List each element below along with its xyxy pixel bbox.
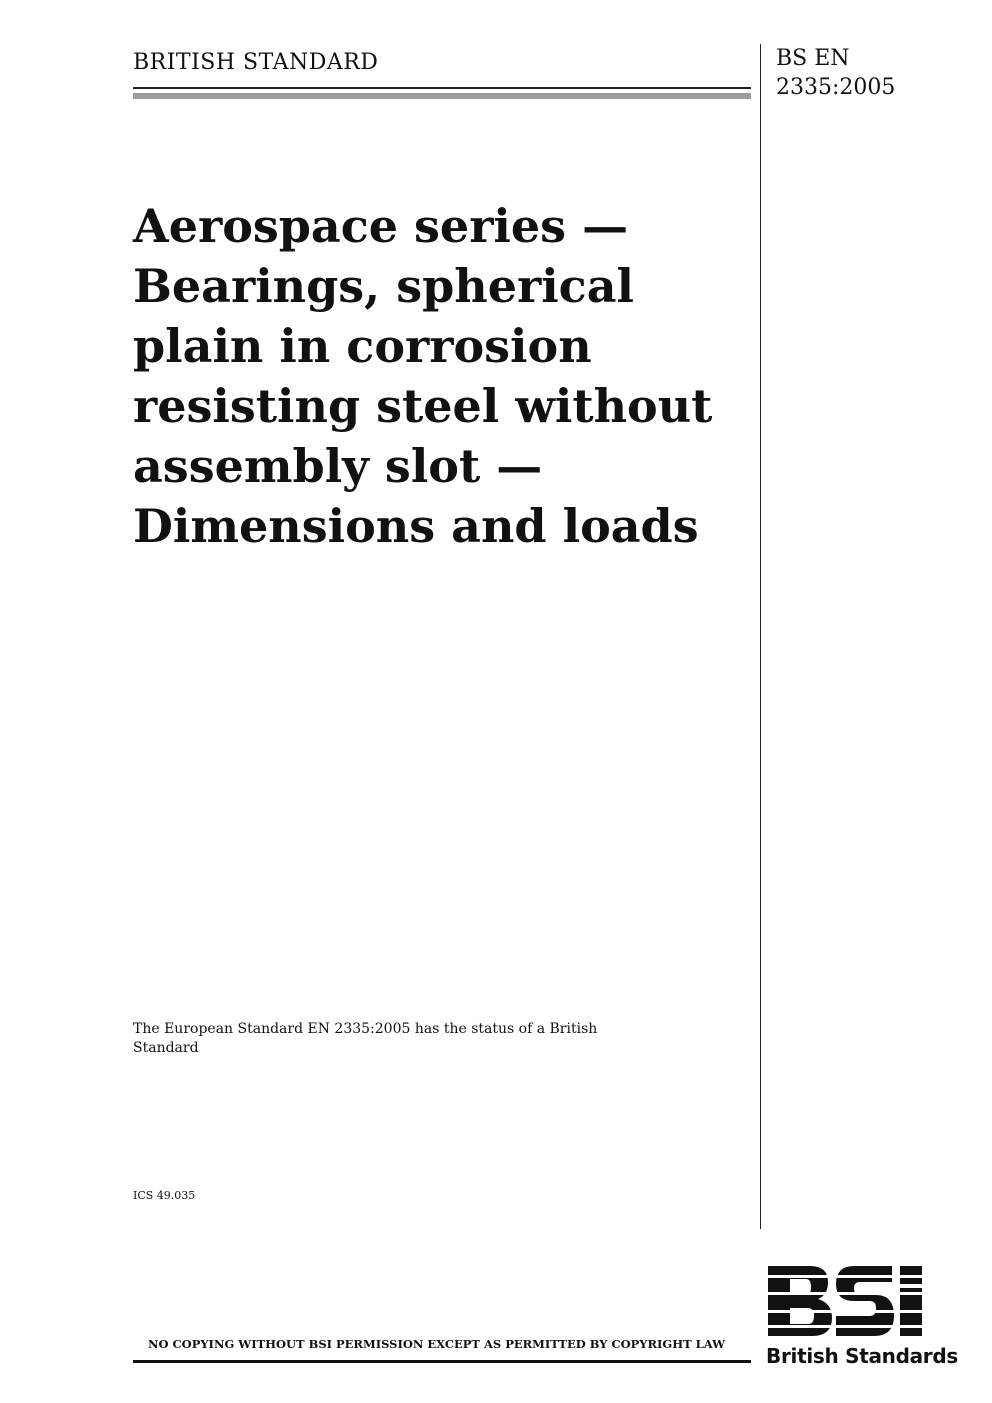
title-line: plain in corrosion [133,319,592,373]
header-rule-thick [133,93,751,99]
copyright-notice: NO COPYING WITHOUT BSI PERMISSION EXCEPT AS PERMITTED BY COPYRIGHT LAW [148,1337,726,1351]
ics-code: ICS 49.035 [133,1189,196,1202]
document-title [133,196,712,556]
footer-rule [133,1360,751,1363]
title-line: Bearings, spherical [133,259,634,313]
status-statement: The European Standard EN 2335:2005 has the status of a British Standard [133,1021,598,1056]
standard-number [776,44,895,102]
vertical-divider [760,44,761,1229]
bsi-logo-mark [766,1262,944,1340]
bsi-logo-caption: British Standards [766,1344,958,1368]
header-series-label: BRITISH STANDARD [133,50,379,75]
title-line: assembly slot — [133,439,543,493]
title-line: Aerospace series — [133,199,629,253]
title-line: resisting steel without [133,379,713,433]
standard-number-line-2: 2335:2005 [776,75,896,100]
title-line: Dimensions and loads [133,499,699,553]
standard-number-line-1: BS EN [776,46,850,71]
header-rule-thin [133,87,751,89]
